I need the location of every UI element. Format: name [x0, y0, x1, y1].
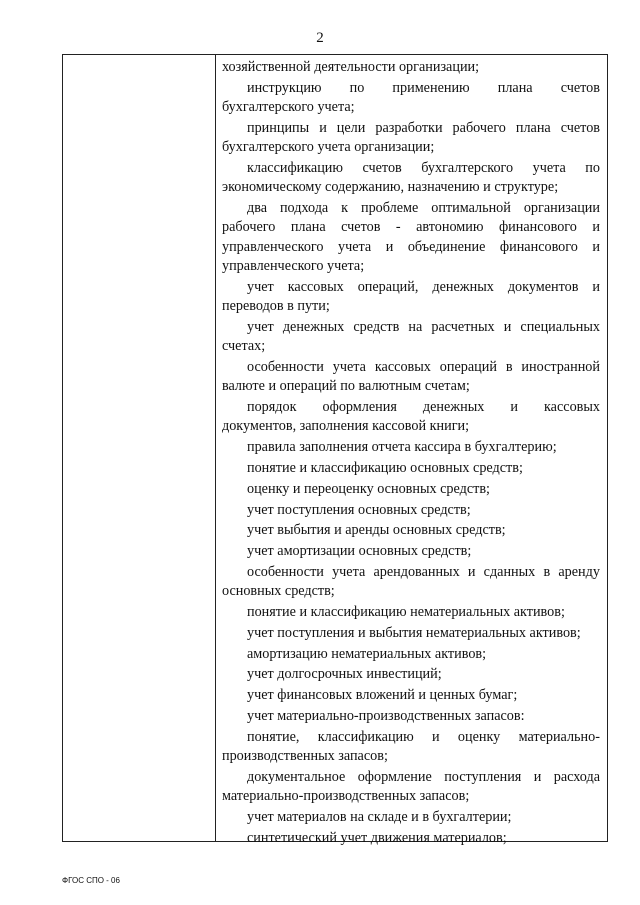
text-line: управленческого учета и объединение финансового и	[222, 238, 600, 255]
text-line: понятие, классификацию и оценку материально-	[247, 728, 600, 745]
table-text-cell	[216, 55, 607, 846]
text-line: переводов в пути;	[222, 298, 330, 315]
text-line: производственных запасов;	[222, 748, 388, 765]
text-line: особенности учета кассовых операций в иностранной	[247, 358, 600, 375]
text-line: особенности учета арендованных и сданных в аренду	[247, 563, 600, 580]
text-line: учет материалов на складе и в бухгалтерии;	[247, 808, 512, 825]
footer-code: ФГОС СПО - 06	[62, 876, 120, 885]
text-line: счетах;	[222, 338, 266, 355]
text-line: валюте и операций по валютным счетам;	[222, 378, 470, 395]
text-line: рабочего плана счетов - автономию финансового и	[222, 219, 600, 236]
table-left-cell	[63, 55, 216, 841]
text-line: учет материально-производственных запасов:	[247, 708, 525, 724]
text-line: амортизацию нематериальных активов;	[247, 645, 487, 662]
text-line: инструкцию по применению плана счетов	[247, 79, 600, 96]
text-line: правила заполнения отчета кассира в бухгалтерию;	[247, 439, 557, 456]
page-number: 2	[316, 30, 324, 46]
text-line: классификацию счетов бухгалтерского учета по	[247, 159, 600, 176]
text-line: документальное оформление поступления и расхода	[247, 768, 600, 785]
text-line: учет выбытия и аренды основных средств;	[247, 522, 506, 539]
text-line: учет финансовых вложений и ценных бумаг;	[247, 687, 518, 704]
text-line: бухгалтерского учета организации;	[222, 139, 435, 156]
text-line: учет поступления и выбытия нематериальных активов;	[247, 624, 581, 641]
text-line: бухгалтерского учета;	[222, 99, 355, 116]
text-line: понятие и классификацию основных средств;	[247, 459, 523, 476]
text-line: хозяйственной деятельности организации;	[222, 59, 480, 75]
text-line: порядок оформления денежных и кассовых	[247, 399, 600, 416]
text-line: учет амортизации основных средств;	[247, 543, 472, 560]
text-line: учет денежных средств на расчетных и специальных	[247, 318, 600, 335]
text-line: материально-производственных запасов;	[222, 788, 470, 805]
text-line: учет долгосрочных инвестиций;	[247, 666, 442, 683]
text-line: основных средств;	[222, 583, 335, 600]
text-line: два подхода к проблеме оптимальной организации	[247, 200, 600, 217]
text-line: синтетический учет движения материалов;	[247, 829, 507, 846]
text-line: принципы и цели разработки рабочего плана счетов	[247, 119, 600, 136]
text-line: управленческого учета;	[222, 257, 365, 274]
text-line: учет поступления основных средств;	[247, 501, 471, 518]
text-line: оценку и переоценку основных средств;	[247, 480, 490, 497]
text-line: понятие и классификацию нематериальных активов;	[247, 604, 565, 621]
text-line: учет кассовых операций, денежных документов и	[247, 278, 600, 295]
content-table	[62, 54, 608, 846]
text-line: экономическому содержанию, назначению и структуре;	[222, 179, 559, 196]
text-line: документов, заполнения кассовой книги;	[222, 418, 470, 435]
